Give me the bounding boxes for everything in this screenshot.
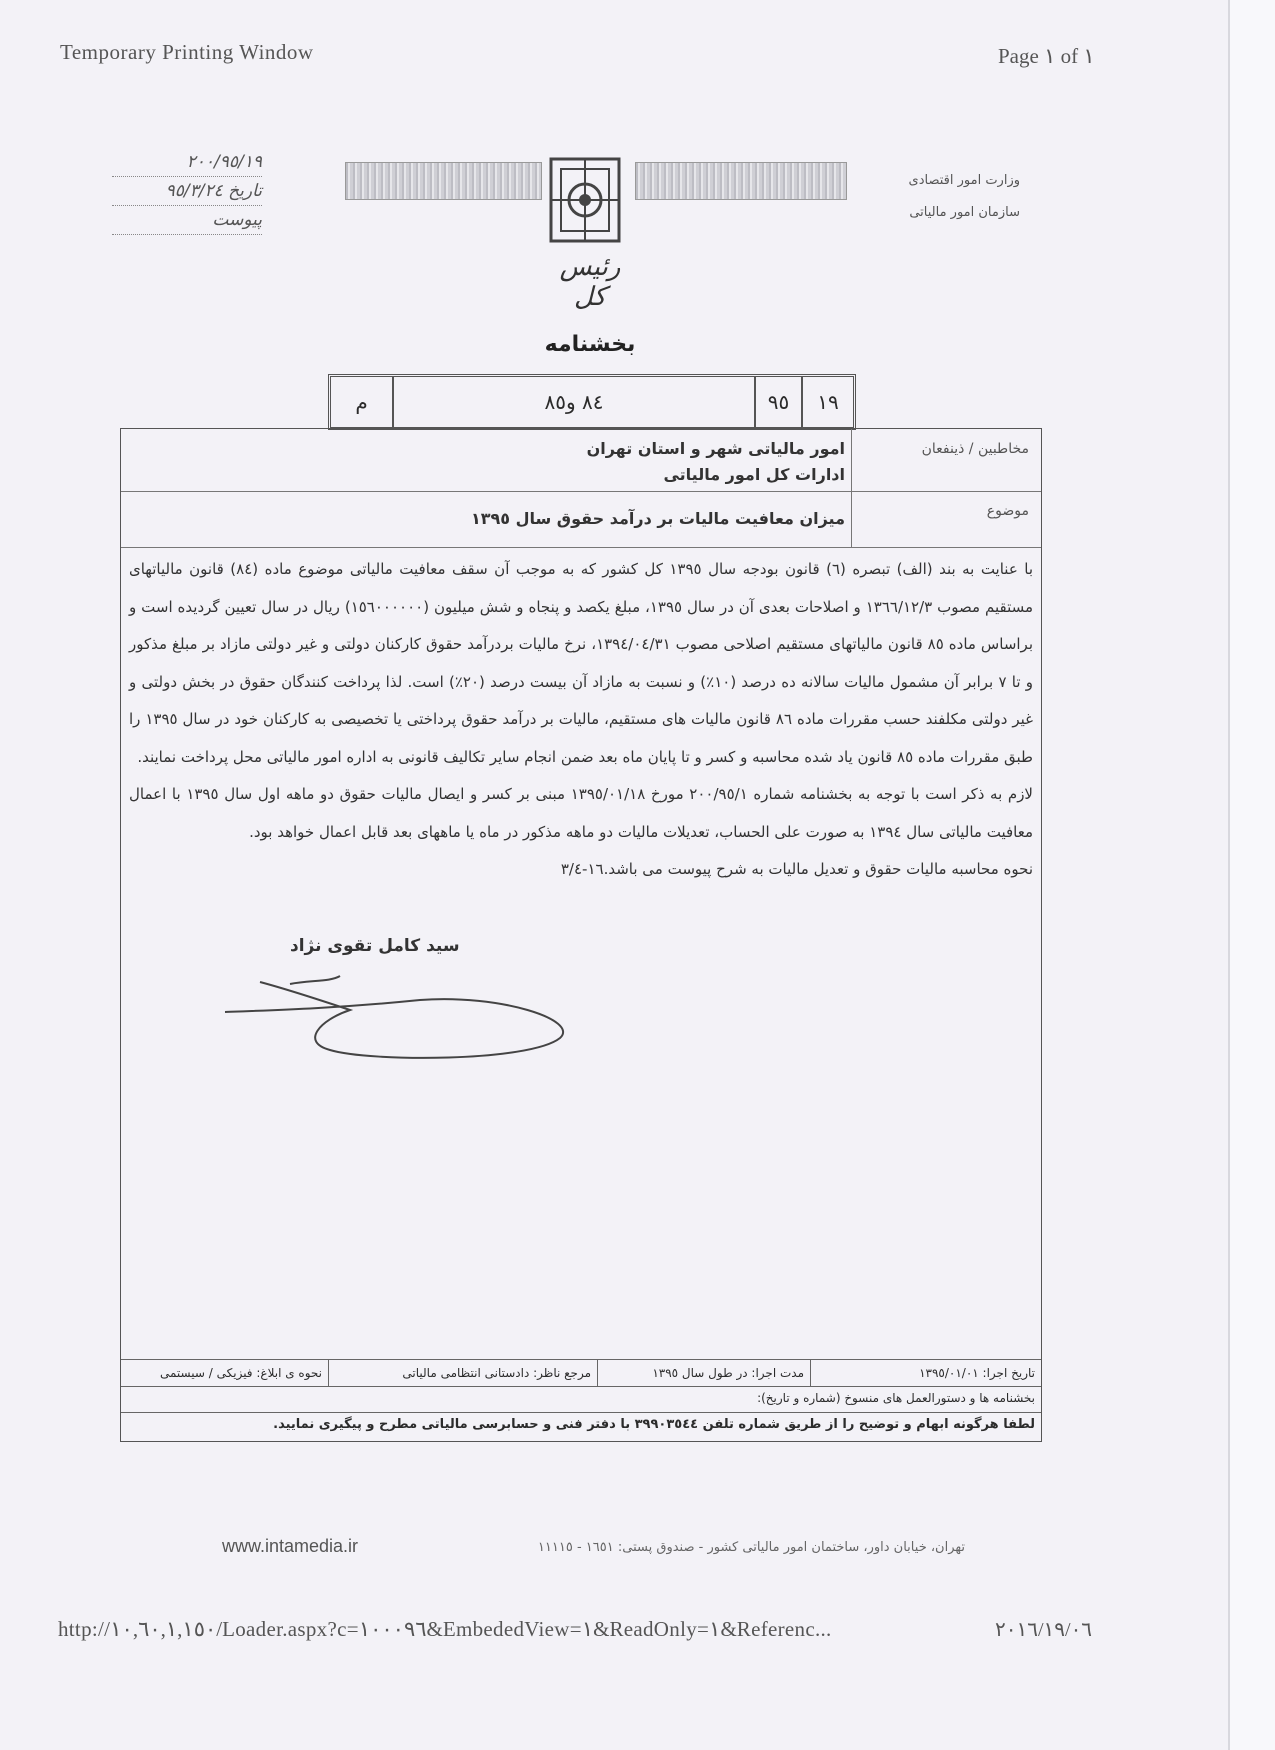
contact-note: لطفا هرگونه ابهام و توضیح را از طریق شماره تلفن ٣٩٩٠٣٥٤٤ با دفتر فنی و حسابرسی مالیاتی مطرح و پیگیری نمایید. xyxy=(121,1412,1041,1445)
website-link[interactable]: www.intamedia.ir xyxy=(222,1536,359,1556)
subject-text: میزان معافیت مالیات بر درآمد حقوق سال ١٣٩٥ xyxy=(470,509,845,528)
handwritten-signature-icon xyxy=(220,970,580,1070)
document-title: بخشنامه xyxy=(544,332,636,357)
addressees-label: مخاطبین / ذینفعان xyxy=(921,441,1029,457)
execution-info-row xyxy=(121,1359,1041,1386)
page-counter: Page ١ of ١ xyxy=(998,44,1095,68)
addressees-row xyxy=(121,429,1041,492)
print-date: ٢٠١٦/١٩/٠٦ xyxy=(995,1619,1093,1641)
body-paragraph-3: نحوه محاسبه مالیات حقوق و تعدیل مالیات به شرح پیوست می باشد.١٦-٣/٤ xyxy=(560,860,1033,878)
scan-edge xyxy=(1228,0,1275,1750)
letterhead-band-right xyxy=(635,162,847,200)
subject-label: موضوع xyxy=(986,503,1029,519)
reference-block xyxy=(112,148,262,235)
body-paragraph-2: لازم به ذکر است با توجه به بخشنامه شماره ٢٠٠/٩٥/١ مورخ ١٣٩٥/٠١/١٨ مبنی بر کسر و ایصال مالیات حقوق دو ماهه اول سال ١٣٩٥ با اعمال معافیت مالیاتی سال ١٣٩٤ به صورت علی الحساب، تعدیلات مالیات دو ماهه مذکور در ماه یا ماههای بعد قابل اعمال خواهد بود. xyxy=(129,785,1033,841)
organization-name: سازمان امور مالیاتی xyxy=(909,205,1020,220)
effective-date: تاریخ اجرا: ١٣٩٥/٠١/٠١ xyxy=(810,1360,1041,1386)
obsolete-circulars: بخشنامه ها و دستورالعمل های منسوخ (شماره و تاریخ): xyxy=(121,1386,1041,1419)
body-text xyxy=(129,551,1033,889)
number-cell-3: ٨٤ و٨٥ xyxy=(392,377,754,427)
ministry-block xyxy=(850,165,1020,229)
signature-title: رئیس کل xyxy=(559,252,621,312)
addressees-line-1: امور مالیاتی شهر و استان تهران xyxy=(586,439,845,458)
circular-number-box xyxy=(328,374,856,430)
emblem-icon xyxy=(545,155,625,245)
reference-date: تاريخ ٩٥/٣/٢٤ xyxy=(112,177,262,206)
reference-number: ٢٠٠/٩٥/١٩ xyxy=(112,148,262,177)
organization-address: تهران، خیابان داور، ساختمان امور مالیاتی کشور - صندوق پستی: ١٦٥١ - ١١١١٥ xyxy=(537,1540,965,1555)
print-window-title: Temporary Printing Window xyxy=(60,40,314,64)
number-cell-1: ١٩ xyxy=(801,377,853,427)
reference-attachment: پيوست xyxy=(112,206,262,235)
execution-duration: مدت اجرا: در طول سال ١٣٩٥ xyxy=(597,1360,810,1386)
addressees-line-2: ادارات کل امور مالیاتی xyxy=(663,465,845,484)
letterhead-band-left xyxy=(345,162,542,200)
supervising-authority: مرجع ناظر: دادستانی انتظامی مالیاتی xyxy=(328,1360,597,1386)
circular-body-frame xyxy=(120,428,1042,1442)
signer-name: سید کامل تقوی نژاد xyxy=(290,936,460,956)
number-cell-2: ٩٥ xyxy=(754,377,801,427)
subject-row xyxy=(121,491,1041,548)
print-url: http://١٠,٦٠,١,١٥٠/Loader.aspx?c=١٠٠٠٩٦&EmbededView=١&ReadOnly=١&Referenc... xyxy=(58,1617,832,1641)
body-paragraph-1: با عنایت به بند (الف) تبصره (٦) قانون بودجه سال ١٣٩٥ کل کشور که به موجب آن سقف معافیت مالیاتی موضوع ماده (٨٤) قانون مالیاتهای مستقیم مصوب ١٣٦٦/١٢/٣ و اصلاحات بعدی آن در سال ١٣٩٥، مبلغ یکصد و پنجاه و شش میلیون (١٥٦٠٠٠٠٠٠) ریال در سال تعیین گردیده است و براساس ماده ٨٥ قانون مالیاتهای مستقیم اصلاحی مصوب ١٣٩٤/٠٤/٣١، نرخ مالیات بردرآمد حقوق کارکنان دولتی و غیر دولتی مازاد بر مبلغ مذکور و تا ٧ برابر آن مشمول مالیات سالانه ده درصد (١٠٪) و نسبت به مازاد آن بیست درصد (٢٠٪) است. لذا پرداخت کنندگان حقوق در بخش دولتی و غیر دولتی مکلفند حسب مقررات ماده ٨٦ قانون مالیات های مستقیم، مالیات بر درآمد حقوق پرداختی یا تخصیصی به کارکنان خود در سال ١٣٩٥ را طبق مقررات ماده ٨٥ قانون یاد شده محاسبه و کسر و تا پایان ماه بعد ضمن انجام سایر تکالیف قانونی به اداره امور مالیاتی محل پرداخت نمایند. xyxy=(129,560,1034,766)
delivery-method: نحوه ی ابلاغ: فیزیکی / سیستمی xyxy=(159,1366,322,1380)
number-cell-4: م xyxy=(355,390,368,414)
ministry-name: وزارت امور اقتصادی xyxy=(908,173,1020,188)
